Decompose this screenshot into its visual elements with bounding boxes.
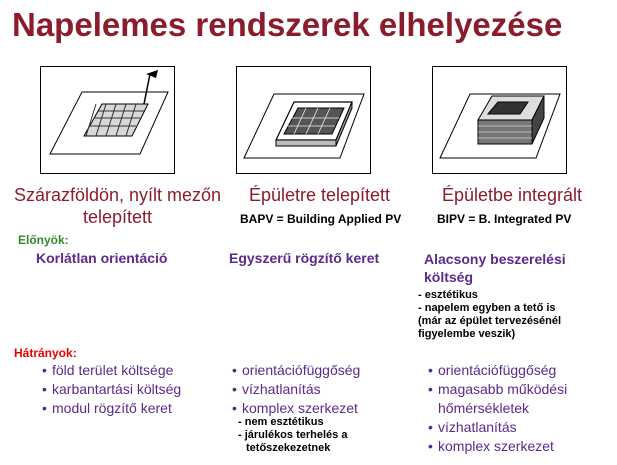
disadvantages-label: Hátrányok:: [14, 346, 77, 360]
advantages-label: Előnyök:: [18, 233, 69, 247]
disadvantage-item: • komplex szerkezet: [232, 399, 360, 418]
subtitle-bipv: BIPV = B. Integrated PV: [437, 212, 572, 226]
disadvantage-item: • orientációfüggőség: [428, 361, 608, 380]
disadvantage-notes-bapv: [238, 416, 347, 455]
disadvantage-item: • föld terület költsége: [42, 361, 181, 380]
note-line: (már az épület tervezésénél: [418, 315, 562, 327]
disadvantage-item: • vízhatlanítás: [232, 380, 360, 399]
disadvantage-item: • karbantartási költség: [42, 380, 181, 399]
advantage-notes-bipv: [418, 289, 561, 341]
disadvantage-item: • magasabb működési hőmérsékletek: [428, 380, 608, 418]
advantage-bipv: Alacsony beszerelési költség: [424, 251, 566, 285]
building-applied-illustration: [236, 66, 371, 174]
advantage-bapv: Egyszerű rögzítő keret: [229, 250, 380, 266]
building-integrated-illustration: [432, 66, 567, 174]
note-line: figyelembe veszik): [418, 328, 516, 340]
heading-building-applied: Épületre telepített: [248, 185, 391, 205]
disadvantages-ground: [42, 361, 181, 418]
disadvantages-bapv: [232, 361, 360, 418]
note-line: - nem esztétikus: [238, 416, 324, 428]
note-line: - napelem egyben a tető is: [418, 302, 556, 314]
note-line: - esztétikus: [418, 289, 478, 301]
heading-building-integrated: Épületbe integrált: [441, 185, 583, 205]
note-line: - járulékos terhelés a: [238, 429, 348, 441]
advantage-ground: Korlátlan orientáció: [36, 250, 168, 266]
disadvantages-bipv: [428, 361, 608, 456]
heading-ground-mounted: Szárazföldön, nyílt mezőn telepített: [13, 185, 222, 227]
note-line: tetőszekezetnek: [246, 442, 331, 454]
ground-mounted-illustration: [40, 66, 175, 174]
disadvantage-item: • modul rögzítő keret: [42, 399, 181, 418]
disadvantage-item: • komplex szerkezet: [428, 437, 608, 456]
disadvantage-item: • vízhatlanítás: [428, 418, 608, 437]
page-title: Napelemes rendszerek elhelyezése: [12, 6, 563, 43]
disadvantage-item: • orientációfüggőség: [232, 361, 360, 380]
subtitle-bapv: BAPV = Building Applied PV: [240, 212, 402, 226]
